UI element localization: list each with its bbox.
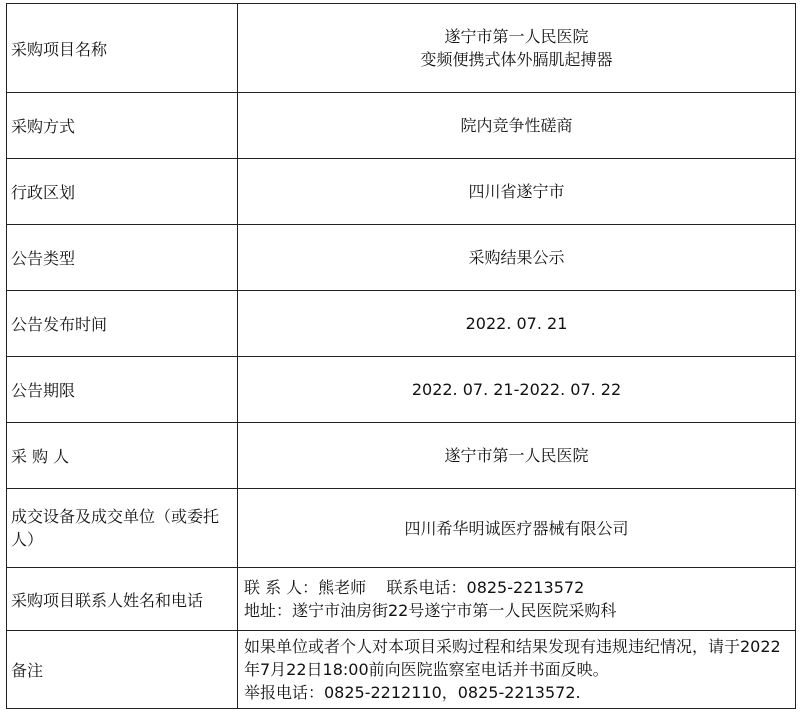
row-contact bbox=[7, 568, 796, 631]
row-publish-date bbox=[7, 291, 796, 357]
value-contact-line-2: 地址：遂宁市油房街22号遂宁市第一人民医院采购科 bbox=[244, 601, 617, 620]
label-project-name: 采购项目名称 bbox=[7, 4, 238, 93]
label-procurement-method: 采购方式 bbox=[7, 93, 238, 159]
label-administrative-region: 行政区划 bbox=[7, 159, 238, 225]
value-notice-type: 采购结果公示 bbox=[238, 225, 796, 291]
value-contact bbox=[238, 568, 796, 631]
value-project-name bbox=[238, 4, 796, 93]
row-purchaser bbox=[7, 423, 796, 489]
row-project-name bbox=[7, 4, 796, 93]
label-purchaser: 采 购 人 bbox=[7, 423, 238, 489]
value-purchaser: 遂宁市第一人民医院 bbox=[238, 423, 796, 489]
value-procurement-method: 院内竞争性磋商 bbox=[238, 93, 796, 159]
label-remarks: 备注 bbox=[7, 631, 238, 709]
row-remarks bbox=[7, 631, 796, 709]
row-winning-bidder bbox=[7, 489, 796, 568]
label-contact: 采购项目联系人姓名和电话 bbox=[7, 568, 238, 631]
label-notice-type: 公告类型 bbox=[7, 225, 238, 291]
value-remarks-line-2: 举报电话：0825-2212110，0825-2213572. bbox=[244, 683, 581, 702]
label-notice-period: 公告期限 bbox=[7, 357, 238, 423]
label-publish-date: 公告发布时间 bbox=[7, 291, 238, 357]
value-notice-period: 2022. 07. 21-2022. 07. 22 bbox=[238, 357, 796, 423]
label-winning-bidder: 成交设备及成交单位（或委托人） bbox=[7, 489, 238, 568]
value-publish-date: 2022. 07. 21 bbox=[238, 291, 796, 357]
value-contact-line-1: 联 系 人：熊老师 联系电话：0825-2213572 bbox=[244, 578, 585, 597]
row-notice-period bbox=[7, 357, 796, 423]
procurement-result-table bbox=[6, 3, 796, 709]
value-remarks bbox=[238, 631, 796, 709]
row-procurement-method bbox=[7, 93, 796, 159]
value-project-name-line-2: 变频便携式体外膈肌起搏器 bbox=[420, 50, 613, 69]
value-administrative-region: 四川省遂宁市 bbox=[238, 159, 796, 225]
value-winning-bidder: 四川希华明诚医疗器械有限公司 bbox=[238, 489, 796, 568]
value-remarks-line-1: 如果单位或者个人对本项目采购过程和结果发现有违规违纪情况，请于2022年7月22日18:00前向医院监察室电话并书面反映。 bbox=[244, 637, 781, 679]
row-notice-type bbox=[7, 225, 796, 291]
value-project-name-line-1: 遂宁市第一人民医院 bbox=[444, 27, 589, 46]
row-administrative-region bbox=[7, 159, 796, 225]
